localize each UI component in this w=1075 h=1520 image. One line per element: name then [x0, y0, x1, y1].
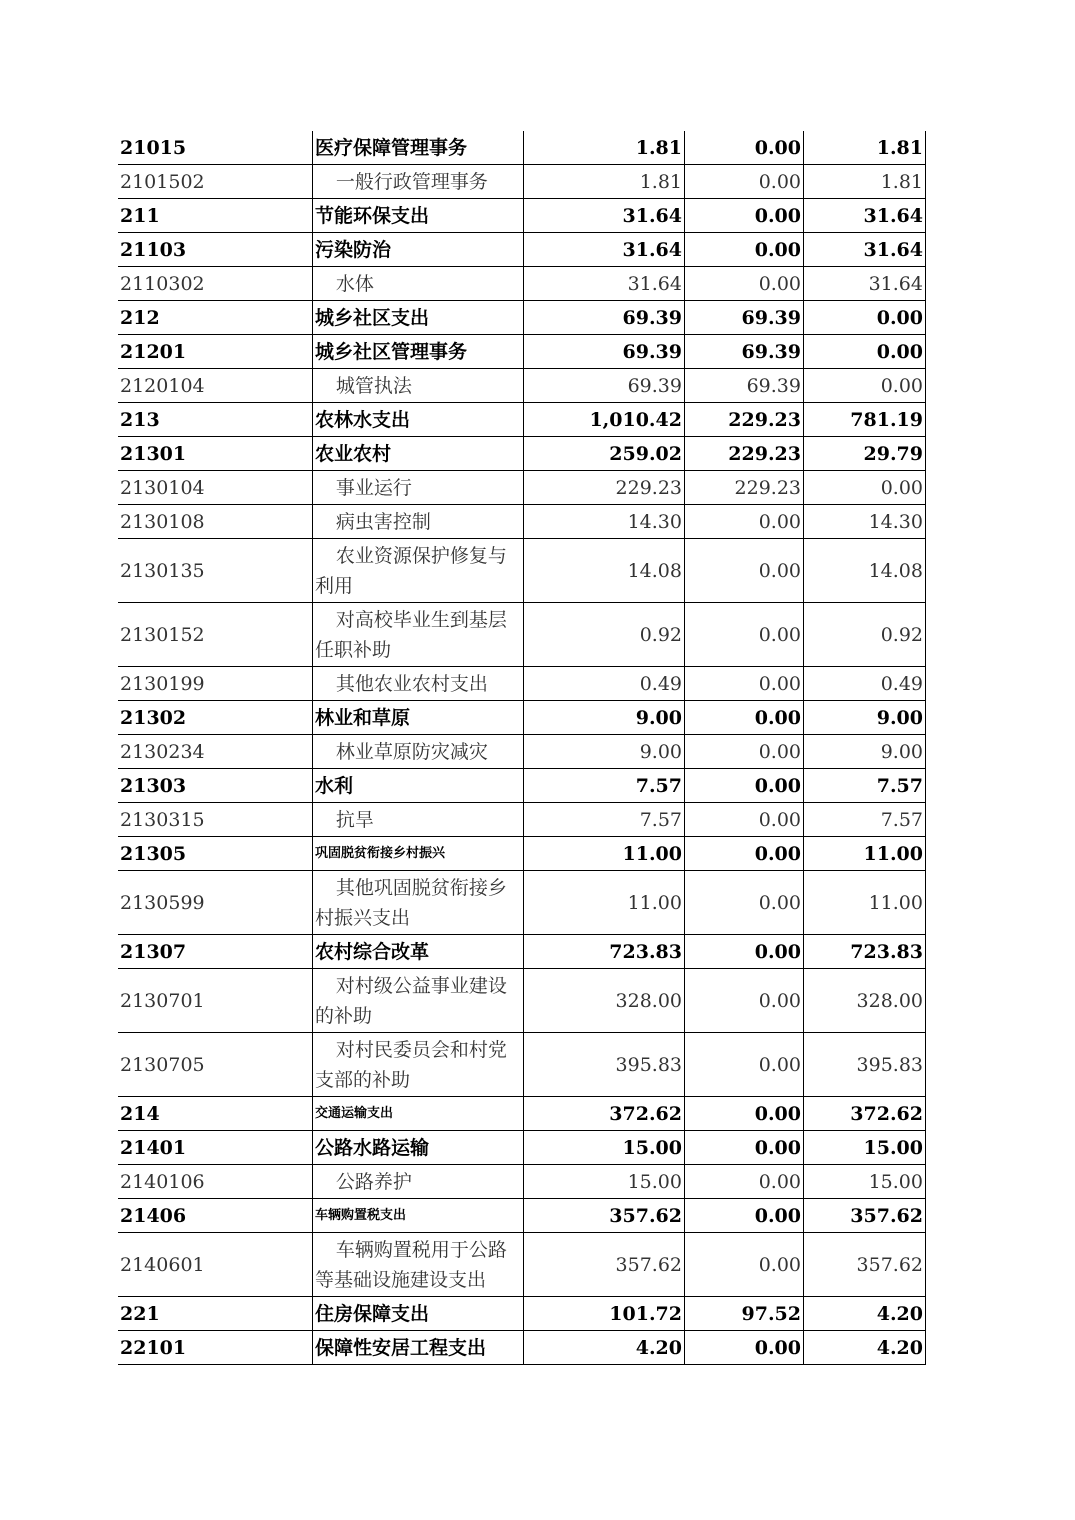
row-value-2: 229.23 [685, 437, 804, 471]
table-row [118, 871, 926, 935]
budget-table [118, 131, 926, 1365]
row-value-1: 69.39 [524, 335, 685, 369]
table-row [118, 735, 926, 769]
row-value-3: 0.00 [804, 301, 926, 335]
row-code: 2130599 [118, 871, 313, 935]
row-name: 对高校毕业生到基层任职补助 [313, 603, 524, 667]
row-name: 农业农村 [313, 437, 524, 471]
row-name: 污染防治 [313, 233, 524, 267]
row-value-3: 723.83 [804, 935, 926, 969]
row-code: 21302 [118, 701, 313, 735]
row-value-2: 0.00 [685, 1199, 804, 1233]
row-code: 21301 [118, 437, 313, 471]
row-value-2: 0.00 [685, 1233, 804, 1297]
row-value-1: 395.83 [524, 1033, 685, 1097]
row-value-2: 0.00 [685, 1131, 804, 1165]
row-value-3: 357.62 [804, 1233, 926, 1297]
table-row [118, 667, 926, 701]
row-value-2: 0.00 [685, 735, 804, 769]
row-code: 21201 [118, 335, 313, 369]
table-row [118, 471, 926, 505]
row-value-3: 0.49 [804, 667, 926, 701]
row-value-1: 101.72 [524, 1297, 685, 1331]
row-value-1: 11.00 [524, 837, 685, 871]
row-value-2: 0.00 [685, 1097, 804, 1131]
row-code: 2130315 [118, 803, 313, 837]
row-value-3: 0.92 [804, 603, 926, 667]
row-value-1: 357.62 [524, 1199, 685, 1233]
row-value-2: 229.23 [685, 471, 804, 505]
row-value-2: 0.00 [685, 233, 804, 267]
table-row [118, 1297, 926, 1331]
row-code: 2120104 [118, 369, 313, 403]
row-code: 21401 [118, 1131, 313, 1165]
table-row [118, 769, 926, 803]
row-value-2: 0.00 [685, 667, 804, 701]
table-row [118, 505, 926, 539]
row-value-2: 0.00 [685, 701, 804, 735]
table-row [118, 403, 926, 437]
row-value-2: 0.00 [685, 267, 804, 301]
row-value-1: 1.81 [524, 165, 685, 199]
row-value-1: 4.20 [524, 1331, 685, 1365]
row-name: 城乡社区管理事务 [313, 335, 524, 369]
table-row [118, 1097, 926, 1131]
row-value-2: 69.39 [685, 369, 804, 403]
row-value-3: 11.00 [804, 871, 926, 935]
table-row [118, 335, 926, 369]
row-code: 212 [118, 301, 313, 335]
row-value-3: 0.00 [804, 335, 926, 369]
row-value-3: 7.57 [804, 769, 926, 803]
row-value-1: 229.23 [524, 471, 685, 505]
row-name: 林业和草原 [313, 701, 524, 735]
row-name: 车辆购置税用于公路等基础设施建设支出 [313, 1233, 524, 1297]
row-name: 病虫害控制 [313, 505, 524, 539]
row-code: 2130104 [118, 471, 313, 505]
row-value-1: 7.57 [524, 803, 685, 837]
row-value-3: 31.64 [804, 199, 926, 233]
row-value-3: 7.57 [804, 803, 926, 837]
row-value-1: 1,010.42 [524, 403, 685, 437]
row-value-3: 4.20 [804, 1331, 926, 1365]
table-row [118, 233, 926, 267]
row-name: 医疗保障管理事务 [313, 131, 524, 165]
row-name: 农林水支出 [313, 403, 524, 437]
row-value-3: 15.00 [804, 1131, 926, 1165]
table-row [118, 165, 926, 199]
row-code: 21303 [118, 769, 313, 803]
row-value-2: 0.00 [685, 603, 804, 667]
table-row [118, 437, 926, 471]
table-body [118, 131, 926, 1365]
row-code: 2101502 [118, 165, 313, 199]
row-value-2: 0.00 [685, 837, 804, 871]
row-value-3: 29.79 [804, 437, 926, 471]
row-value-3: 14.30 [804, 505, 926, 539]
row-value-1: 259.02 [524, 437, 685, 471]
row-code: 211 [118, 199, 313, 233]
row-value-3: 9.00 [804, 701, 926, 735]
row-name: 车辆购置税支出 [313, 1199, 524, 1233]
row-value-3: 357.62 [804, 1199, 926, 1233]
row-name: 其他农业农村支出 [313, 667, 524, 701]
row-value-2: 69.39 [685, 301, 804, 335]
row-value-2: 0.00 [685, 769, 804, 803]
row-value-1: 11.00 [524, 871, 685, 935]
row-code: 2140106 [118, 1165, 313, 1199]
row-code: 2130108 [118, 505, 313, 539]
row-code: 2130199 [118, 667, 313, 701]
row-code: 21307 [118, 935, 313, 969]
row-value-1: 69.39 [524, 369, 685, 403]
row-code: 2110302 [118, 267, 313, 301]
row-value-2: 0.00 [685, 165, 804, 199]
table-row [118, 1233, 926, 1297]
row-code: 21305 [118, 837, 313, 871]
row-name: 巩固脱贫衔接乡村振兴 [313, 837, 524, 871]
row-value-2: 0.00 [685, 935, 804, 969]
table-row [118, 539, 926, 603]
row-code: 2130135 [118, 539, 313, 603]
row-name: 林业草原防灾减灾 [313, 735, 524, 769]
table-row [118, 1131, 926, 1165]
row-value-2: 0.00 [685, 199, 804, 233]
row-code: 22101 [118, 1331, 313, 1365]
row-value-3: 15.00 [804, 1165, 926, 1199]
row-value-2: 0.00 [685, 803, 804, 837]
row-code: 214 [118, 1097, 313, 1131]
row-value-3: 14.08 [804, 539, 926, 603]
row-name: 其他巩固脱贫衔接乡村振兴支出 [313, 871, 524, 935]
row-code: 2130234 [118, 735, 313, 769]
table-row [118, 603, 926, 667]
row-value-3: 9.00 [804, 735, 926, 769]
row-value-1: 69.39 [524, 301, 685, 335]
row-value-1: 31.64 [524, 267, 685, 301]
row-code: 21406 [118, 1199, 313, 1233]
row-value-3: 1.81 [804, 165, 926, 199]
row-value-3: 0.00 [804, 471, 926, 505]
table-row [118, 701, 926, 735]
row-name: 水体 [313, 267, 524, 301]
row-value-2: 0.00 [685, 1033, 804, 1097]
row-name: 水利 [313, 769, 524, 803]
row-value-3: 395.83 [804, 1033, 926, 1097]
table-row [118, 935, 926, 969]
table-row [118, 131, 926, 165]
row-value-2: 0.00 [685, 969, 804, 1033]
row-value-3: 328.00 [804, 969, 926, 1033]
row-name: 农村综合改革 [313, 935, 524, 969]
table-row [118, 369, 926, 403]
row-code: 2130705 [118, 1033, 313, 1097]
row-name: 城乡社区支出 [313, 301, 524, 335]
table-row [118, 199, 926, 233]
row-name: 农业资源保护修复与利用 [313, 539, 524, 603]
row-value-1: 7.57 [524, 769, 685, 803]
row-value-1: 0.92 [524, 603, 685, 667]
row-name: 事业运行 [313, 471, 524, 505]
row-value-2: 0.00 [685, 539, 804, 603]
table-row [118, 267, 926, 301]
row-value-2: 0.00 [685, 871, 804, 935]
row-value-1: 1.81 [524, 131, 685, 165]
table-row [118, 803, 926, 837]
table-row [118, 837, 926, 871]
row-name: 节能环保支出 [313, 199, 524, 233]
row-value-1: 31.64 [524, 199, 685, 233]
row-code: 2130152 [118, 603, 313, 667]
row-name: 对村民委员会和村党支部的补助 [313, 1033, 524, 1097]
row-name: 保障性安居工程支出 [313, 1331, 524, 1365]
row-value-1: 14.08 [524, 539, 685, 603]
row-value-1: 357.62 [524, 1233, 685, 1297]
row-value-2: 0.00 [685, 131, 804, 165]
row-code: 213 [118, 403, 313, 437]
table-row [118, 301, 926, 335]
row-value-1: 328.00 [524, 969, 685, 1033]
row-name: 一般行政管理事务 [313, 165, 524, 199]
row-value-2: 0.00 [685, 1331, 804, 1365]
row-name: 公路养护 [313, 1165, 524, 1199]
row-code: 221 [118, 1297, 313, 1331]
row-value-3: 31.64 [804, 267, 926, 301]
row-value-1: 372.62 [524, 1097, 685, 1131]
row-value-2: 0.00 [685, 505, 804, 539]
row-value-2: 229.23 [685, 403, 804, 437]
table-row [118, 1331, 926, 1365]
row-value-3: 0.00 [804, 369, 926, 403]
row-value-1: 9.00 [524, 701, 685, 735]
row-value-1: 31.64 [524, 233, 685, 267]
row-name: 对村级公益事业建设的补助 [313, 969, 524, 1033]
row-code: 2130701 [118, 969, 313, 1033]
table-row [118, 969, 926, 1033]
row-value-1: 723.83 [524, 935, 685, 969]
row-value-3: 372.62 [804, 1097, 926, 1131]
table-row [118, 1165, 926, 1199]
row-value-2: 97.52 [685, 1297, 804, 1331]
row-code: 21015 [118, 131, 313, 165]
row-value-3: 781.19 [804, 403, 926, 437]
row-value-1: 9.00 [524, 735, 685, 769]
row-name: 城管执法 [313, 369, 524, 403]
row-name: 公路水路运输 [313, 1131, 524, 1165]
row-value-1: 0.49 [524, 667, 685, 701]
row-name: 住房保障支出 [313, 1297, 524, 1331]
row-name: 交通运输支出 [313, 1097, 524, 1131]
table-row [118, 1033, 926, 1097]
row-value-3: 4.20 [804, 1297, 926, 1331]
row-value-1: 15.00 [524, 1165, 685, 1199]
row-value-3: 1.81 [804, 131, 926, 165]
row-code: 21103 [118, 233, 313, 267]
row-code: 2140601 [118, 1233, 313, 1297]
row-value-1: 14.30 [524, 505, 685, 539]
row-value-2: 69.39 [685, 335, 804, 369]
row-value-3: 11.00 [804, 837, 926, 871]
row-value-3: 31.64 [804, 233, 926, 267]
row-value-2: 0.00 [685, 1165, 804, 1199]
row-value-1: 15.00 [524, 1131, 685, 1165]
table-row [118, 1199, 926, 1233]
row-name: 抗旱 [313, 803, 524, 837]
